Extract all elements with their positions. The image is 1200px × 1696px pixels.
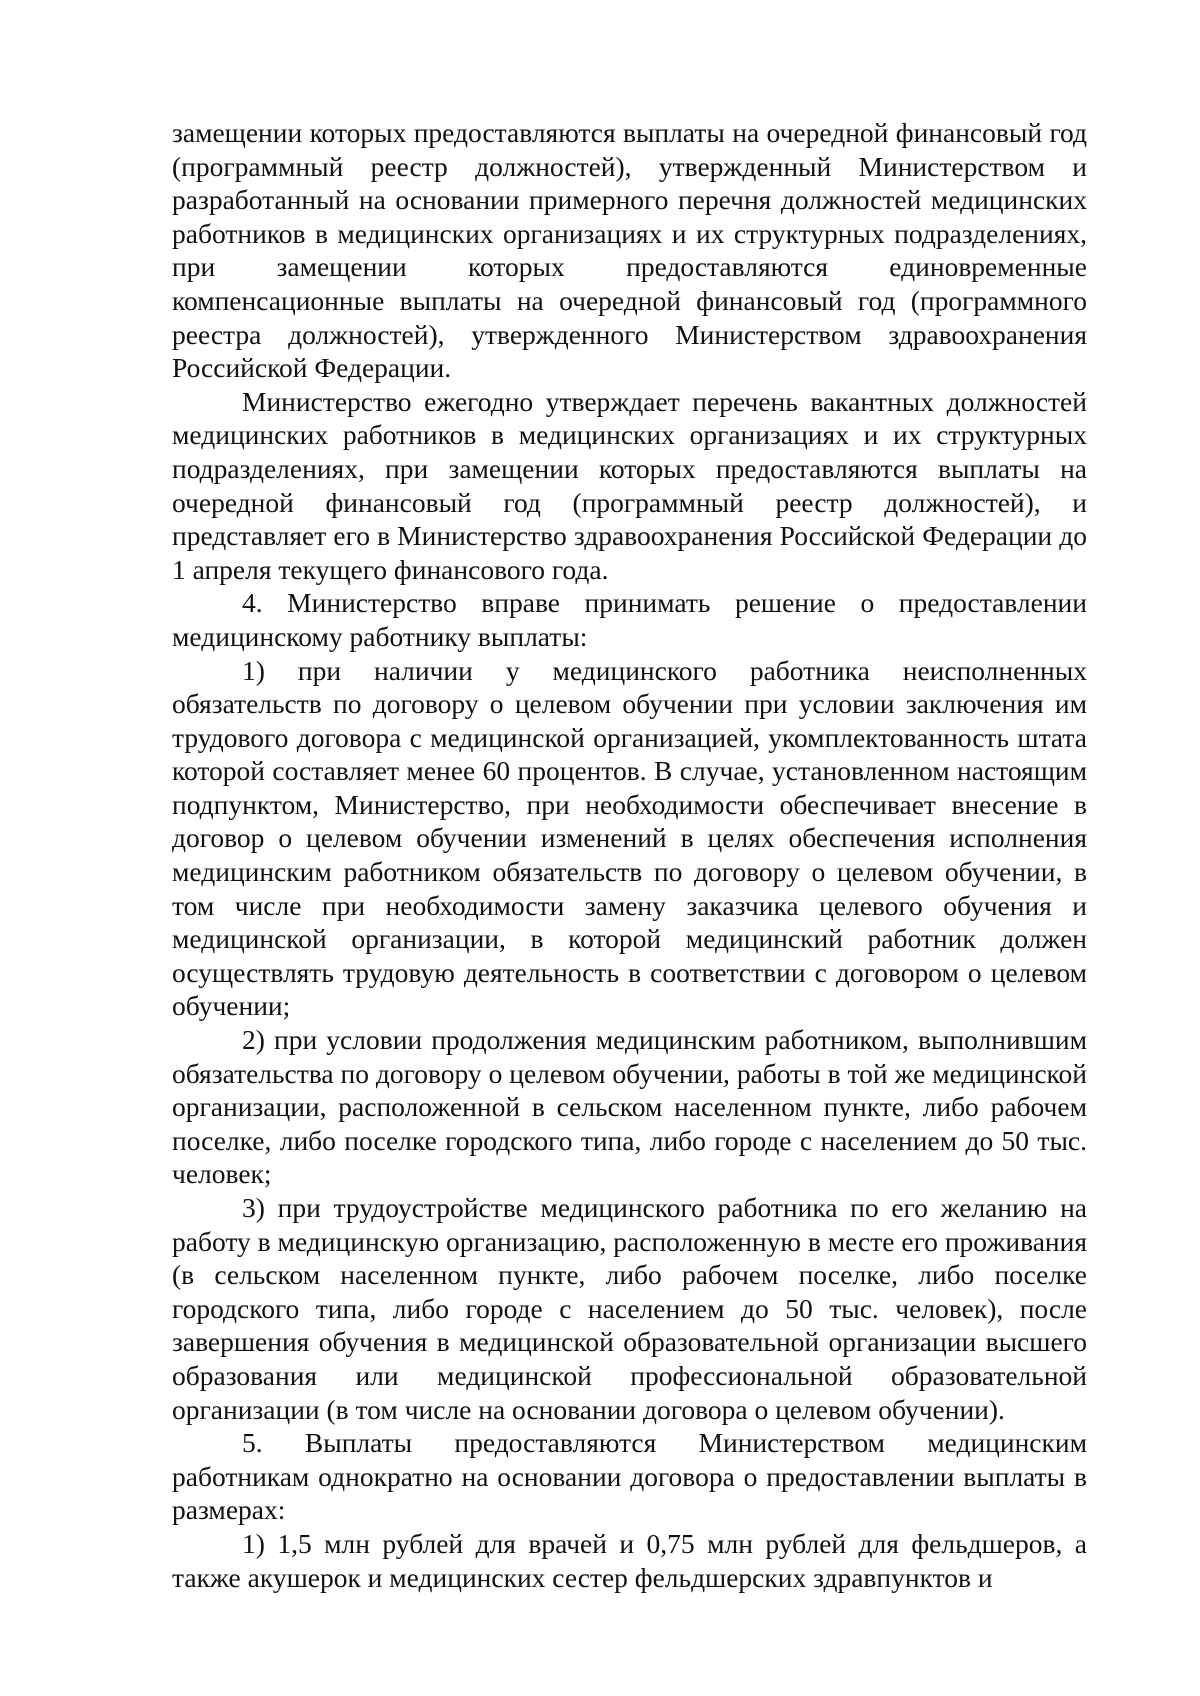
paragraph-subitem-4-1: 1) при наличии у медицинского работника неисполненных обязательств по договору о целевом обучении при условии заключения им трудового договора с медицинской организацией, укомплектованность штата которой составляет менее 60 процентов. В случае, установленном настоящим подпунктом, Министерство, при необходимости обеспечивает внесение в договор о целевом обучении изменений в целях обеспечения исполнения медицинским работником обязательств по договору о целевом обучении, в том числе при необходимости замену заказчика целевого обучения и медицинской организации, в которой медицинский работник должен осуществлять трудовую деятельность в соответствии с договором о целевом обучении; [172, 654, 1087, 1022]
paragraph-subitem-4-2: 2) при условии продолжения медицинским работником, выполнившим обязательства по договору о целевом обучении, работы в той же медицинской организации, расположенной в сельском населенном пункте, либо рабочем поселке, либо поселке городского типа, либо городе с населением до 50 тыс. человек; [172, 1024, 1087, 1190]
paragraph-subitem-5-1: 1) 1,5 млн рублей для врачей и 0,75 млн рублей для фельдшеров, а также акушерок и медицинских сестер фельдшерских здравпунктов и [172, 1527, 1087, 1593]
paragraph-item-4: 4. Министерство вправе принимать решение о предоставлении медицинскому работнику выплаты: [172, 587, 1087, 652]
paragraph-subitem-4-3: 3) при трудоустройстве медицинского работника по его желанию на работу в медицинскую организацию, расположенную в месте его проживания (в сельском населенном пункте, либо рабочем поселке, либо поселке городского типа, либо городе с населением до 50 тыс. человек), после завершения обучения в медицинской образовательной организации высшего образования или медицинской профессиональной образовательной организации (в том числе на основании договора о целевом обучении). [172, 1192, 1087, 1425]
paragraph-item-5: 5. Выплаты предоставляются Министерством медицинским работникам однократно на основании договора о предоставлении выплаты в размерах: [172, 1427, 1087, 1526]
document-page [172, 116, 1087, 1656]
paragraph-program-registry-continuation: замещении которых предоставляются выплаты на очередной финансовый год (программный реестр должностей), утвержденный Министерством и разработанный на основании примерного перечня должностей медицинских работников в медицинских организациях и их структурных подразделениях, при замещении которых предоставляются единовременные компенсационные выплаты на очередной финансовый год (программного реестра должностей), утвержденного Министерством здравоохранения Российской Федерации. [172, 117, 1087, 384]
paragraph-annual-approval: Министерство ежегодно утверждает перечень вакантных должностей медицинских работников в медицинских организациях и их структурных подразделениях, при замещении которых предоставляются выплаты на очередной финансовый год (программный реестр должностей), и представляет его в Министерство здравоохранения Российской Федерации до 1 апреля текущего финансового года. [172, 385, 1087, 585]
